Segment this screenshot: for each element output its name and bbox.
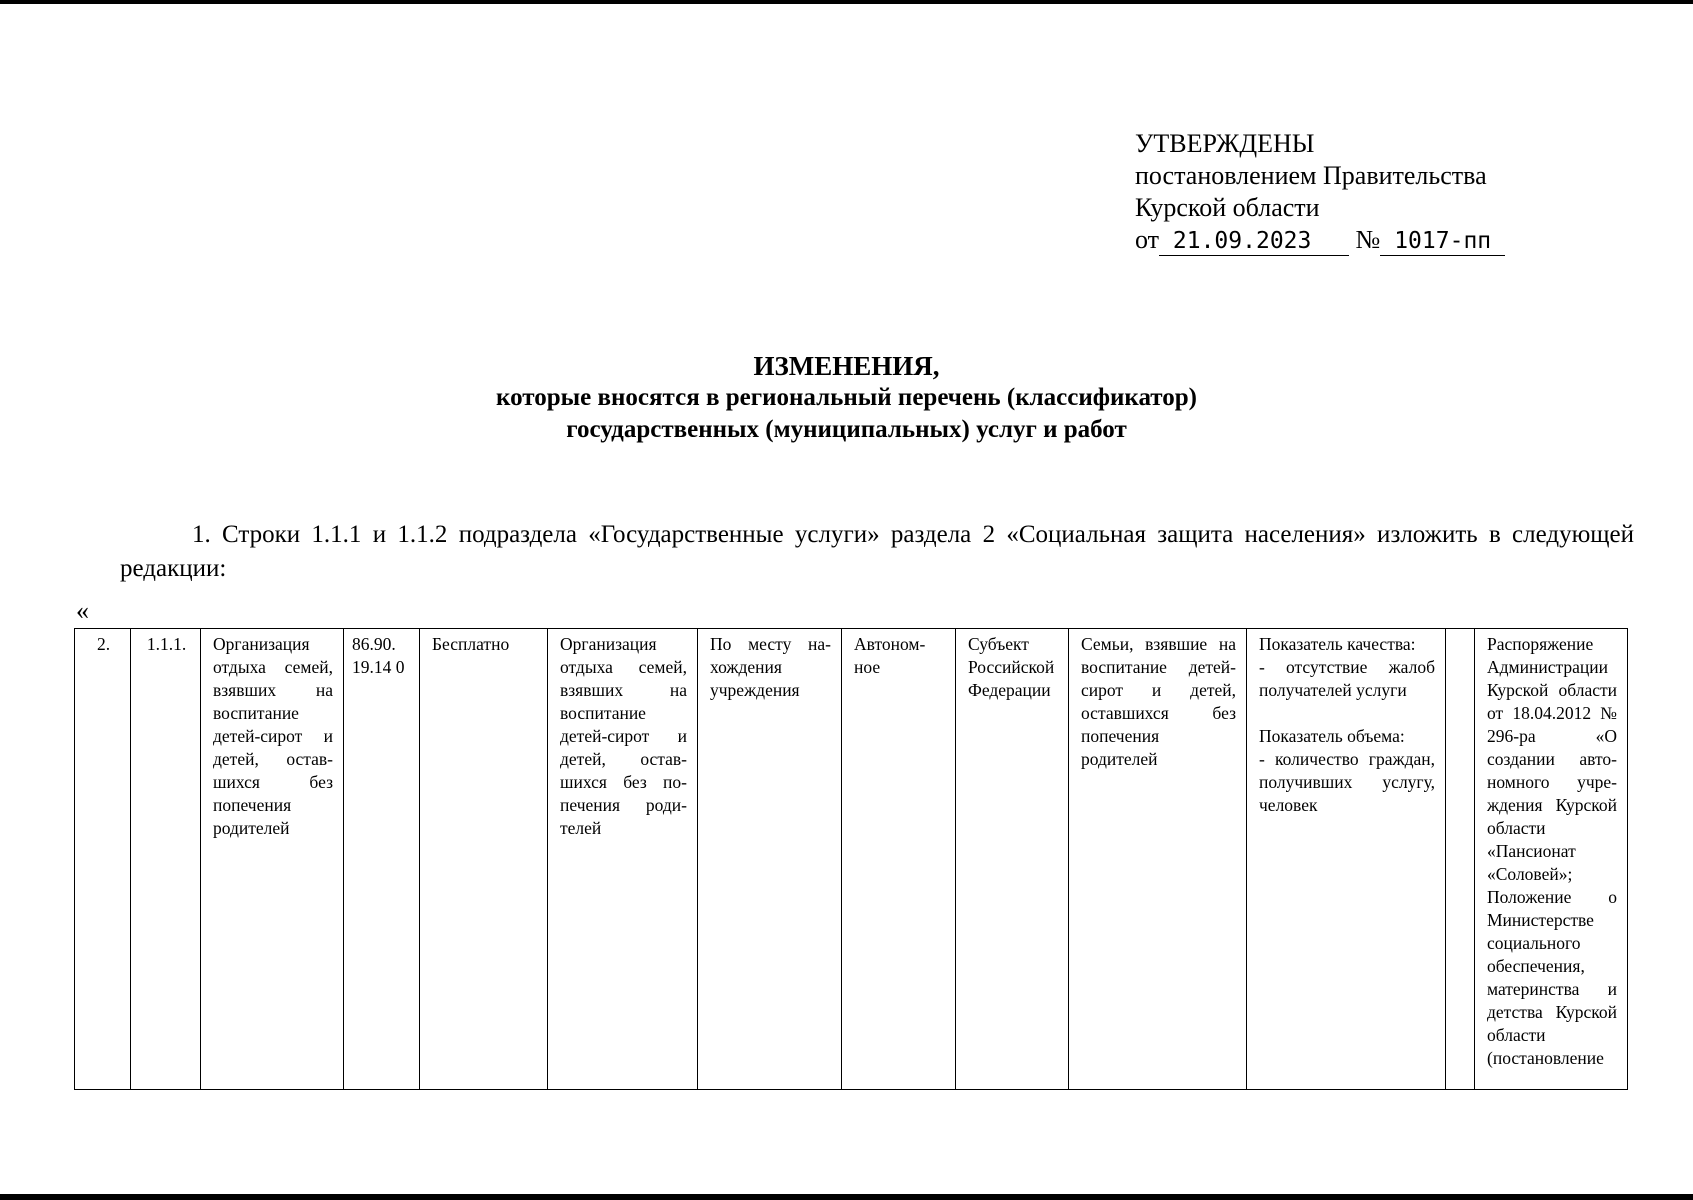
cell-service-name: Организация отдыха семей, взявших на воспитание детей-сирот и детей, оставшихся без попечения родителей [201,629,344,1090]
approval-line-2: постановлением Правительства [1135,161,1487,190]
heading-subtitle-1: которые вносятся в региональный перечень (классификатор) [496,384,1197,411]
cell-payment: Бесплатно [420,629,548,1090]
cell-empty [1446,629,1475,1090]
cell-founder: Субъект Российской Федерации [956,629,1069,1090]
approval-number-label: № [1355,225,1381,254]
approval-line-1: УТВЕРЖДЕНЫ [1135,129,1315,158]
cell-institution-type: Автономное [842,629,956,1090]
cell-code: 1.1.1. [131,629,201,1090]
cell-legal-basis: Распоряжение Администрации Курской области от 18.04.2012 № 296-ра «О создании автономного учреждения Курской области «Пансионат «Соловей»; Положение о Министерстве социального обеспечения, материнства и детства Курской области (постановление [1475,629,1628,1090]
approval-from-label: от [1135,225,1160,254]
heading-subtitle-2: государственных (муниципальных) услуг и работ [566,416,1127,443]
approval-number: 1017-пп [1380,227,1505,256]
cell-indicators: Показатель качества: - отсутствие жалоб получателей услуги Показатель объема: - количество граждан, получивших услугу, человек [1247,629,1446,1090]
document-heading [0,350,1693,446]
cell-okved: 86.90. 19.14 0 [344,629,420,1090]
body-paragraph: 1. Строки 1.1.1 и 1.1.2 подраздела «Государственные услуги» раздела 2 «Социальная защита населения» изложить в следующей редакции: [120,521,1634,582]
approval-stamp [1135,128,1505,256]
cell-row-number: 2. [75,629,131,1090]
open-quote: « [76,596,89,625]
cell-place: По месту нахождения учреждения [698,629,842,1090]
approval-date: 21.09.2023 [1159,227,1349,256]
cell-content: Организация отдыха семей, взявших на воспитание детей-сирот и детей, оставшихся без попечения родителей [548,629,698,1090]
approval-line-3: Курской области [1135,193,1320,222]
table-row [75,629,1628,1090]
classifier-table [74,628,1628,1090]
heading-title: ИЗМЕНЕНИЯ, [753,351,940,381]
approval-date-line [1135,224,1505,256]
cell-recipients: Семьи, взявшие на воспитание детей-сирот и детей, оставшихся без попечения родителей [1069,629,1247,1090]
